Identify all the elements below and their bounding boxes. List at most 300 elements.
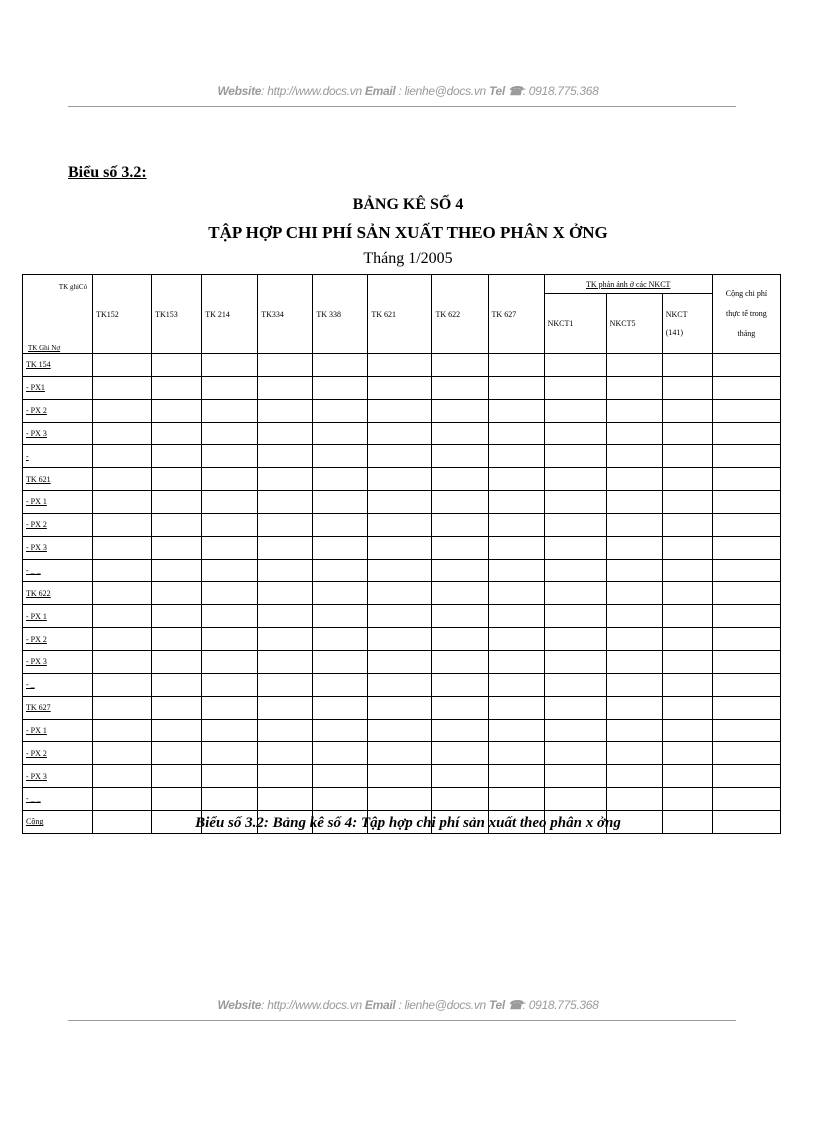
table-row (23, 491, 781, 514)
table-cell (93, 399, 152, 422)
table-cell (488, 422, 544, 445)
table-cell (152, 559, 202, 582)
row-label: - PX 1 (23, 719, 93, 742)
table-row (23, 765, 781, 788)
table-cell (93, 491, 152, 514)
table-cell (544, 719, 606, 742)
table-cell (93, 742, 152, 765)
footer-email-value: : lienhe@docs.vn (395, 998, 486, 1012)
table-cell (432, 582, 488, 605)
table-cell (368, 765, 432, 788)
table-cell (152, 628, 202, 651)
row-label: - PX 1 (23, 491, 93, 514)
table-header-row (23, 275, 781, 294)
table-cell (368, 650, 432, 673)
table-cell (202, 536, 258, 559)
table-cell (488, 491, 544, 514)
table-cell (432, 696, 488, 719)
table-cell (202, 559, 258, 582)
table-row (23, 788, 781, 811)
title-line-1: BẢNG KÊ SỐ 4 (352, 196, 464, 213)
table-cell (544, 650, 606, 673)
table-cell (152, 788, 202, 811)
table-cell (93, 628, 152, 651)
column-header: TK334 (258, 275, 313, 354)
table-cell (488, 559, 544, 582)
table-cell (152, 376, 202, 399)
table-cell (662, 605, 712, 628)
table-cell (258, 673, 313, 696)
table-cell (313, 468, 368, 491)
row-label: TK 627 (23, 696, 93, 719)
table-cell (488, 468, 544, 491)
table-cell (662, 513, 712, 536)
corner-credit-label: TK ghiCó (58, 283, 88, 291)
table-cell (368, 513, 432, 536)
table-row (23, 673, 781, 696)
table-cell (712, 605, 780, 628)
table-cell (606, 582, 662, 605)
table-cell (368, 468, 432, 491)
footer-tel-value: : 0918.775.368 (522, 998, 599, 1012)
table-cell (488, 354, 544, 377)
table-cell (368, 376, 432, 399)
table-cell (258, 536, 313, 559)
table-cell (712, 628, 780, 651)
table-cell (662, 354, 712, 377)
table-cell (606, 788, 662, 811)
table-cell (313, 422, 368, 445)
table-cell (368, 536, 432, 559)
table-cell (152, 445, 202, 468)
table-cell (93, 513, 152, 536)
table-cell (368, 354, 432, 377)
table-cell (712, 719, 780, 742)
table-cell (432, 376, 488, 399)
row-label: - _ _ (23, 559, 93, 582)
table-cell (662, 765, 712, 788)
column-header: TK 622 (432, 275, 488, 354)
table-cell (258, 696, 313, 719)
table-cell (712, 422, 780, 445)
row-label: - PX 3 (23, 765, 93, 788)
table-cell (313, 788, 368, 811)
table-cell (606, 354, 662, 377)
table-cell (93, 559, 152, 582)
row-label: - PX 3 (23, 650, 93, 673)
table-cell (432, 628, 488, 651)
table-cell (544, 422, 606, 445)
table-cell (712, 491, 780, 514)
table-cell (488, 513, 544, 536)
table-cell (488, 765, 544, 788)
table-cell (662, 468, 712, 491)
table-cell (488, 445, 544, 468)
table-cell (152, 650, 202, 673)
table-cell (662, 742, 712, 765)
table-row (23, 445, 781, 468)
table-cell (313, 536, 368, 559)
table-cell (662, 719, 712, 742)
table-cell (202, 468, 258, 491)
table-cell (93, 719, 152, 742)
table-cell (606, 605, 662, 628)
table-cell (606, 491, 662, 514)
table-cell (432, 422, 488, 445)
table-cell (93, 788, 152, 811)
table-cell (432, 513, 488, 536)
total-header-line: tháng (737, 329, 756, 338)
table-cell (712, 696, 780, 719)
table-cell (258, 582, 313, 605)
row-label: - _ (23, 673, 93, 696)
table-row (23, 468, 781, 491)
table-cell (202, 399, 258, 422)
table-cell (152, 765, 202, 788)
header-tel-label: Tel ☎ (488, 84, 523, 98)
table-cell (152, 513, 202, 536)
table-cell (258, 788, 313, 811)
table-cell (258, 605, 313, 628)
cost-summary-table (22, 274, 781, 834)
table-cell (152, 742, 202, 765)
table-cell (712, 445, 780, 468)
table-cell (712, 765, 780, 788)
table-cell (258, 354, 313, 377)
table-row (23, 696, 781, 719)
table-cell (606, 513, 662, 536)
table-cell (544, 765, 606, 788)
table-cell (202, 605, 258, 628)
table-cell (662, 422, 712, 445)
table-cell (662, 788, 712, 811)
table-cell (662, 628, 712, 651)
table-cell (202, 650, 258, 673)
table-cell (544, 376, 606, 399)
table-cell (712, 582, 780, 605)
table-cell (368, 696, 432, 719)
table-cell (313, 376, 368, 399)
table-cell (313, 582, 368, 605)
column-header: TK 214 (202, 275, 258, 354)
table-cell (606, 742, 662, 765)
table-cell (606, 719, 662, 742)
table-cell (488, 605, 544, 628)
table-cell (712, 536, 780, 559)
table-cell (606, 445, 662, 468)
table-cell (313, 673, 368, 696)
header-email-label: Email (364, 84, 396, 98)
table-cell (432, 765, 488, 788)
table-row (23, 628, 781, 651)
row-label: TK 621 (23, 468, 93, 491)
table-cell (152, 354, 202, 377)
table-cell (432, 468, 488, 491)
total-column-header (712, 275, 780, 354)
table-cell (606, 422, 662, 445)
table-cell (432, 491, 488, 514)
table-cell (662, 673, 712, 696)
table-cell (432, 354, 488, 377)
table-cell (93, 468, 152, 491)
nkct-subheader: NKCT1 (544, 294, 606, 354)
table-cell (152, 582, 202, 605)
footer-website-value: : http://www.docs.vn (261, 998, 362, 1012)
row-label: - PX1 (23, 376, 93, 399)
table-cell (712, 376, 780, 399)
table-cell (368, 422, 432, 445)
table-cell (258, 376, 313, 399)
table-cell (662, 582, 712, 605)
table-cell (488, 696, 544, 719)
table-cell (544, 673, 606, 696)
table-cell (544, 742, 606, 765)
table-cell (488, 788, 544, 811)
table-cell (202, 582, 258, 605)
table-cell (368, 491, 432, 514)
table-cell (544, 354, 606, 377)
title-line-2: TẬP HỢP CHI PHÍ SẢN XUẤT THEO PHÂN X ỞNG (208, 223, 608, 242)
table-cell (202, 719, 258, 742)
table-cell (712, 673, 780, 696)
table-cell (606, 628, 662, 651)
table-cell (202, 491, 258, 514)
table-cell (202, 765, 258, 788)
table-cell (488, 582, 544, 605)
table-cell (544, 491, 606, 514)
table-cell (202, 354, 258, 377)
table-cell (432, 536, 488, 559)
table-cell (202, 628, 258, 651)
total-header-line: Cộng chi phí (725, 289, 768, 298)
table-cell (368, 582, 432, 605)
table-cell (712, 788, 780, 811)
header-email-value: : lienhe@docs.vn (395, 84, 486, 98)
title-line-3: Tháng 1/2005 (363, 250, 453, 267)
table-cell (152, 696, 202, 719)
table-cell (432, 719, 488, 742)
table-cell (488, 628, 544, 651)
table-cell (258, 468, 313, 491)
total-header-line: thực tế trong (726, 309, 767, 318)
table-cell (93, 445, 152, 468)
table-row (23, 376, 781, 399)
table-cell (202, 742, 258, 765)
table-row (23, 605, 781, 628)
row-label: - PX 2 (23, 513, 93, 536)
table-cell (662, 559, 712, 582)
nkct-subheader (662, 294, 712, 354)
corner-cell (23, 275, 93, 354)
table-cell (368, 605, 432, 628)
table-cell (432, 399, 488, 422)
table-cell (662, 399, 712, 422)
table-cell (662, 536, 712, 559)
table-cell (368, 628, 432, 651)
table-cell (606, 673, 662, 696)
header-website-value: : http://www.docs.vn (261, 84, 362, 98)
table-cell (712, 468, 780, 491)
nkct-group-header: TK phản ánh ở các NKCT (544, 275, 712, 294)
table-cell (712, 650, 780, 673)
table-cell (313, 742, 368, 765)
site-footer (0, 998, 816, 1012)
table-cell (488, 376, 544, 399)
table-cell (313, 399, 368, 422)
table-cell (712, 513, 780, 536)
row-label: - PX 2 (23, 742, 93, 765)
table-cell (712, 354, 780, 377)
column-header: TK152 (93, 275, 152, 354)
table-cell (712, 399, 780, 422)
table-cell (93, 605, 152, 628)
table-row (23, 513, 781, 536)
table-cell (93, 696, 152, 719)
table-cell (432, 559, 488, 582)
row-label: Cộng (23, 810, 93, 833)
table-cell (202, 673, 258, 696)
table-cell (488, 719, 544, 742)
table-cell (258, 628, 313, 651)
table-cell (544, 696, 606, 719)
table-cell (368, 673, 432, 696)
header-tel-value: : 0918.775.368 (522, 84, 599, 98)
table-cell (544, 399, 606, 422)
table-cell (258, 765, 313, 788)
table-cell (152, 673, 202, 696)
table-cell (544, 445, 606, 468)
table-row (23, 399, 781, 422)
row-label: - (23, 445, 93, 468)
table-cell (93, 422, 152, 445)
corner-debit-label: TK Ghi Nợ (28, 344, 61, 352)
table-cell (432, 605, 488, 628)
table-body (23, 354, 781, 834)
table-cell (313, 650, 368, 673)
table-cell (606, 650, 662, 673)
table-cell (544, 559, 606, 582)
table-cell (93, 354, 152, 377)
row-label: - PX 2 (23, 399, 93, 422)
table-cell (258, 559, 313, 582)
table-cell (488, 650, 544, 673)
table-cell (258, 422, 313, 445)
table-cell (544, 628, 606, 651)
column-header: TK 627 (488, 275, 544, 354)
table-cell (368, 399, 432, 422)
header-website-label: Website (217, 84, 262, 98)
table-cell (368, 742, 432, 765)
table-row (23, 559, 781, 582)
table-cell (712, 559, 780, 582)
footer-tel-label: Tel ☎ (488, 998, 523, 1012)
table-cell (313, 765, 368, 788)
table-cell (544, 788, 606, 811)
table-cell (313, 696, 368, 719)
table-cell (606, 696, 662, 719)
table-cell (432, 788, 488, 811)
table-cell (432, 742, 488, 765)
row-label: - PX 1 (23, 605, 93, 628)
table-row (23, 536, 781, 559)
header-divider (68, 106, 736, 107)
footer-website-label: Website (217, 998, 262, 1012)
table-cell (432, 650, 488, 673)
table-cell (544, 513, 606, 536)
table-cell (93, 650, 152, 673)
table-cell (152, 399, 202, 422)
table-cell (258, 513, 313, 536)
table-row (23, 582, 781, 605)
table-cell (152, 422, 202, 445)
table-row (23, 354, 781, 377)
nkct-subheader: NKCT5 (606, 294, 662, 354)
table-cell (152, 536, 202, 559)
footer-email-label: Email (364, 998, 396, 1012)
column-header: TK 338 (313, 275, 368, 354)
footer-divider (68, 1020, 736, 1021)
table-cell (202, 376, 258, 399)
table-row (23, 650, 781, 673)
table-cell (662, 376, 712, 399)
table-cell (313, 719, 368, 742)
table-cell (313, 491, 368, 514)
table-cell (606, 376, 662, 399)
table-cell (662, 491, 712, 514)
nkct-subheader-line: (141) (665, 327, 684, 337)
table-cell (313, 559, 368, 582)
table-cell (313, 445, 368, 468)
table-cell (313, 513, 368, 536)
table-cell (606, 536, 662, 559)
table-cell (258, 491, 313, 514)
column-header: TK153 (152, 275, 202, 354)
table-cell (544, 536, 606, 559)
site-header (0, 84, 816, 98)
table-row (23, 742, 781, 765)
table-cell (368, 788, 432, 811)
table-caption: Biểu số 3.2: Bảng kê số 4: Tập hợp chi phí sản xuất theo phân x ởng (195, 815, 621, 831)
table-cell (258, 399, 313, 422)
table-cell (202, 788, 258, 811)
table-cell (368, 445, 432, 468)
table-cell (258, 445, 313, 468)
table-cell (258, 650, 313, 673)
table-cell (544, 582, 606, 605)
table-cell (258, 719, 313, 742)
table-cell (488, 536, 544, 559)
document-label: Biểu số 3.2: (68, 164, 147, 181)
row-label: - _ _ (23, 788, 93, 811)
table-cell (432, 673, 488, 696)
table-cell (606, 765, 662, 788)
column-header: TK 621 (368, 275, 432, 354)
row-label: TK 154 (23, 354, 93, 377)
table-cell (488, 399, 544, 422)
table-cell (313, 354, 368, 377)
table-cell (606, 468, 662, 491)
table-cell (488, 742, 544, 765)
table-cell (662, 445, 712, 468)
row-label: TK 622 (23, 582, 93, 605)
table-cell (202, 422, 258, 445)
table-cell (152, 468, 202, 491)
table-cell (544, 468, 606, 491)
row-label: - PX 3 (23, 422, 93, 445)
table-cell (606, 559, 662, 582)
table-cell (202, 513, 258, 536)
table-cell (368, 559, 432, 582)
